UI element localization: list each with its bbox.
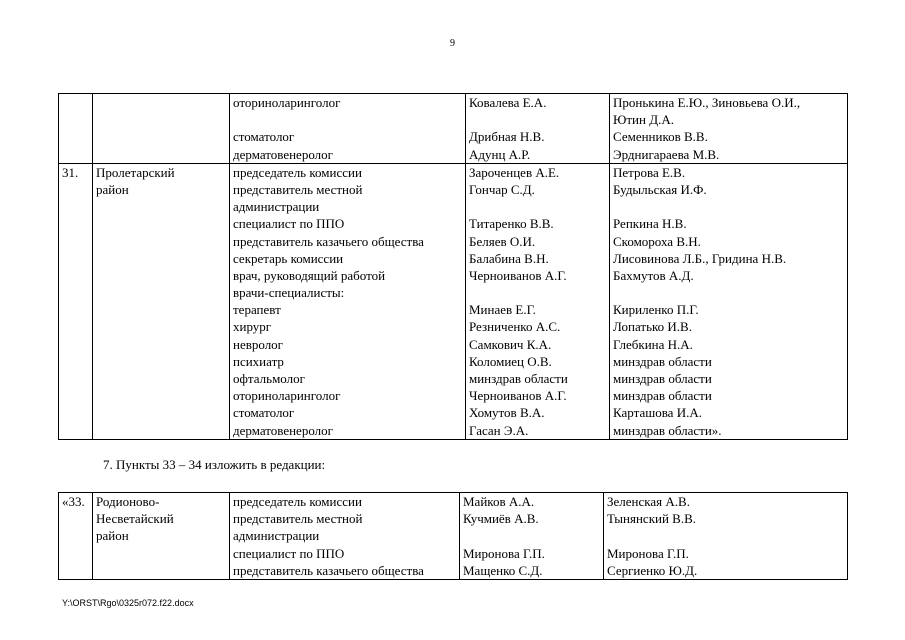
cell-line: стоматолог xyxy=(233,129,295,145)
cell-line xyxy=(93,94,229,111)
cell-line xyxy=(93,301,229,318)
cell-line: Гончар С.Д. xyxy=(469,181,535,197)
cell-line: врач, руководящий работой xyxy=(233,267,386,283)
cell-line: специалист по ППО xyxy=(233,545,345,561)
cell-line xyxy=(59,527,92,544)
cell-line xyxy=(59,370,92,387)
cell-line: оториноларинголог xyxy=(233,388,341,404)
cell-line: Ютин Д.А. xyxy=(613,112,674,128)
cell-line: оториноларинголог xyxy=(233,95,341,110)
cell-line: Пролетарский xyxy=(96,164,175,180)
cell-line xyxy=(466,111,609,128)
cell-line: Беляев О.И. xyxy=(469,233,536,249)
cell-line xyxy=(59,233,92,250)
cell-line: Петрова Е.В. xyxy=(613,164,686,180)
table-row xyxy=(59,94,848,164)
cell-line: Ковалева Е.А. xyxy=(469,95,547,110)
cell-line: Миронова Г.П. xyxy=(607,545,689,561)
cell-line: Дрибная Н.В. xyxy=(469,129,545,145)
role-cell xyxy=(230,94,466,164)
cell-line xyxy=(93,387,229,404)
commission-table-continued xyxy=(58,93,848,440)
cell-line: Кучмиёв А.В. xyxy=(463,511,539,527)
cell-line xyxy=(610,198,847,215)
cell-line: Кириленко П.Г. xyxy=(613,302,699,318)
cell-line xyxy=(59,318,92,335)
cell-line xyxy=(59,250,92,267)
cell-line: Зароченцев А.Е. xyxy=(469,164,560,180)
cell-line: Сергиенко Ю.Д. xyxy=(607,562,698,578)
cell-line xyxy=(93,111,229,128)
row-number-cell xyxy=(59,493,93,580)
cell-line xyxy=(59,545,92,562)
row-number-cell xyxy=(59,94,93,164)
cell-line: представитель казачьего общества xyxy=(233,233,424,249)
cell-line xyxy=(59,404,92,421)
table-row xyxy=(59,493,848,580)
cell-line xyxy=(93,422,229,439)
cell-line: Скомороха В.Н. xyxy=(613,233,701,249)
cell-line xyxy=(59,336,92,353)
cell-line: Эрднигараева М.В. xyxy=(613,146,720,162)
cell-line: хирург xyxy=(233,319,272,335)
cell-line: Адунц А.Р. xyxy=(469,146,531,162)
cell-line: стоматолог xyxy=(233,405,295,421)
cell-line xyxy=(59,510,92,527)
cell-line: Несветайский xyxy=(96,511,174,527)
cell-line xyxy=(93,545,229,562)
reserve-cell xyxy=(604,493,848,580)
cell-line xyxy=(59,215,92,232)
cell-line: Зеленская А.В. xyxy=(607,494,690,509)
cell-line: минздрав области xyxy=(613,371,712,386)
cell-line: дерматовенеролог xyxy=(233,146,333,162)
cell-line xyxy=(93,250,229,267)
cell-line: минздрав области». xyxy=(613,422,722,438)
cell-line xyxy=(460,527,603,544)
cell-line xyxy=(59,284,92,301)
cell-line xyxy=(59,353,92,370)
reserve-cell xyxy=(610,94,848,164)
cell-line xyxy=(230,111,465,128)
cell-line: Резниченко А.С. xyxy=(469,319,561,335)
cell-line: Будыльская И.Ф. xyxy=(613,181,707,197)
role-cell xyxy=(230,493,460,580)
role-cell xyxy=(230,163,466,439)
cell-line: 31. xyxy=(62,164,79,180)
cell-line: Родионово- xyxy=(96,494,160,509)
cell-line xyxy=(59,422,92,439)
cell-line: администрации xyxy=(233,528,320,544)
cell-line: председатель комиссии xyxy=(233,164,362,180)
cell-line: район xyxy=(96,181,129,197)
cell-line: секретарь комиссии xyxy=(233,250,344,266)
cell-line: Пронькина Е.Ю., Зиновьева О.И., xyxy=(613,95,801,110)
cell-line xyxy=(59,128,92,145)
cell-line: Репкина Н.В. xyxy=(613,216,687,232)
cell-line: врачи-специалисты: xyxy=(233,285,345,301)
cell-line: Миронова Г.П. xyxy=(463,545,545,561)
document-file-path: Y:\ORST\Rgo\0325r072.f22.docx xyxy=(62,598,194,608)
cell-line: Тынянский В.В. xyxy=(607,511,697,527)
cell-line xyxy=(93,215,229,232)
cell-line: психиатр xyxy=(233,353,284,369)
cell-line xyxy=(93,233,229,250)
cell-line xyxy=(59,198,92,215)
cell-line xyxy=(604,527,847,544)
cell-line xyxy=(93,336,229,353)
reserve-cell xyxy=(610,163,848,439)
cell-line xyxy=(610,284,847,301)
cell-line xyxy=(466,284,609,301)
member-cell xyxy=(466,163,610,439)
cell-line xyxy=(93,370,229,387)
cell-line: «33. xyxy=(62,494,85,509)
cell-line: Мащенко С.Д. xyxy=(463,562,543,578)
cell-line: Майков А.А. xyxy=(463,494,535,509)
cell-line xyxy=(93,146,229,163)
row-number-cell xyxy=(59,163,93,439)
cell-line: представитель местной xyxy=(233,511,363,527)
cell-line xyxy=(93,562,229,579)
cell-line xyxy=(93,353,229,370)
cell-line: Семенников В.В. xyxy=(613,129,708,145)
cell-line xyxy=(59,94,92,111)
cell-line: представитель местной xyxy=(233,181,363,197)
item-7-instruction: 7. Пункты 33 – 34 изложить в редакции: xyxy=(103,457,326,472)
cell-line: Глебкина Н.А. xyxy=(613,336,693,352)
cell-line xyxy=(93,198,229,215)
commission-table-new-edition xyxy=(58,492,848,580)
member-cell xyxy=(460,493,604,580)
cell-line xyxy=(59,111,92,128)
cell-line: представитель казачьего общества xyxy=(233,562,424,578)
cell-line: председатель комиссии xyxy=(233,494,362,509)
cell-line: Хомутов В.А. xyxy=(469,405,545,421)
cell-line xyxy=(93,318,229,335)
cell-line: Черноиванов А.Г. xyxy=(469,267,567,283)
cell-line xyxy=(59,387,92,404)
cell-line: Карташова И.А. xyxy=(613,405,702,421)
cell-line: минздрав области xyxy=(613,353,712,369)
cell-line: минздрав области xyxy=(469,371,568,386)
cell-line: Балабина В.Н. xyxy=(469,250,549,266)
cell-line: Лопатько И.В. xyxy=(613,319,692,335)
page-number: 9 xyxy=(450,38,455,49)
cell-line: Самкович К.А. xyxy=(469,336,552,352)
cell-line xyxy=(466,198,609,215)
cell-line: район xyxy=(96,528,129,544)
cell-line xyxy=(93,404,229,421)
cell-line xyxy=(59,146,92,163)
member-cell xyxy=(466,94,610,164)
cell-line xyxy=(93,128,229,145)
cell-line: офтальмолог xyxy=(233,371,305,386)
cell-line: Гасан Э.А. xyxy=(469,422,529,438)
district-cell xyxy=(93,493,230,580)
cell-line: Коломиец О.В. xyxy=(469,353,552,369)
cell-line: невролог xyxy=(233,336,284,352)
cell-line: Лисовинова Л.Б., Гридина Н.В. xyxy=(613,250,787,266)
cell-line xyxy=(59,562,92,579)
district-cell xyxy=(93,94,230,164)
cell-line xyxy=(59,181,92,198)
cell-line: Титаренко В.В. xyxy=(469,216,554,232)
table-row xyxy=(59,163,848,439)
cell-line: дерматовенеролог xyxy=(233,422,333,438)
cell-line xyxy=(93,284,229,301)
district-cell xyxy=(93,163,230,439)
cell-line: специалист по ППО xyxy=(233,216,345,232)
cell-line: Бахмутов А.Д. xyxy=(613,267,694,283)
cell-line xyxy=(59,301,92,318)
cell-line: Черноиванов А.Г. xyxy=(469,388,567,404)
cell-line: Минаев Е.Г. xyxy=(469,302,536,318)
cell-line: администрации xyxy=(233,199,320,215)
cell-line: минздрав области xyxy=(613,388,712,404)
cell-line xyxy=(59,267,92,284)
cell-line: терапевт xyxy=(233,302,281,318)
cell-line xyxy=(93,267,229,284)
